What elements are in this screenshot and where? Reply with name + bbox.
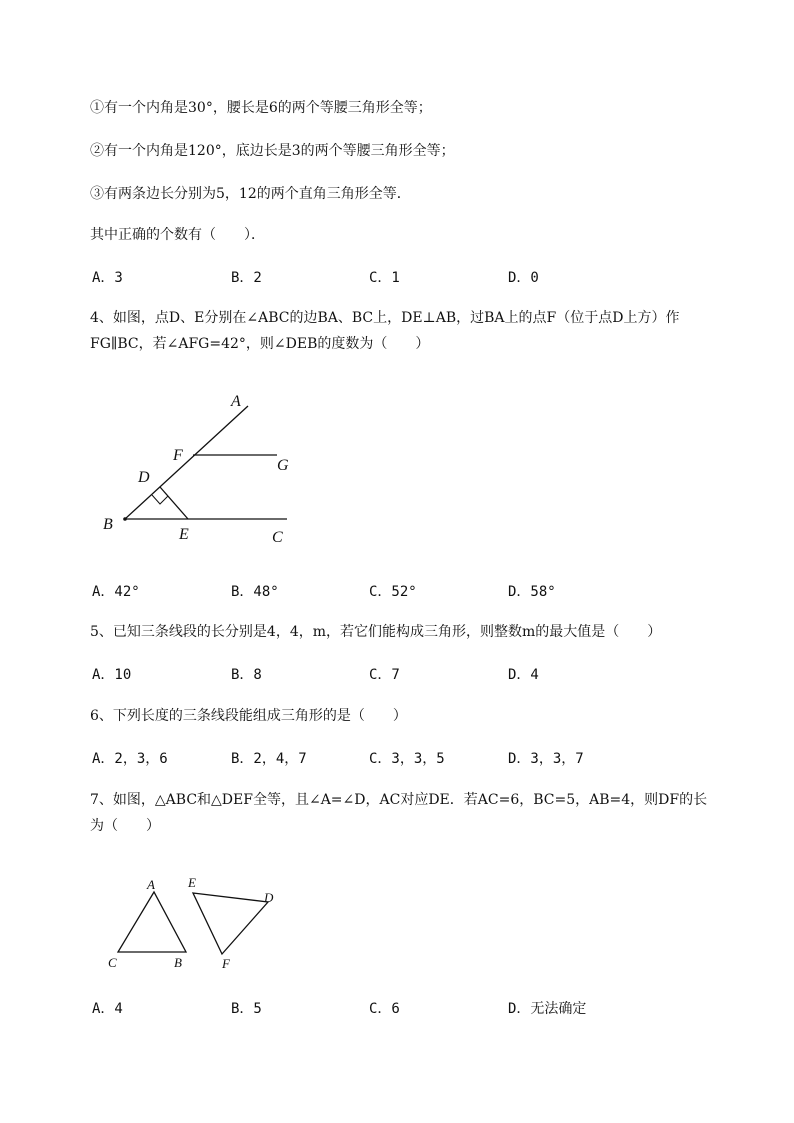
label-c: C	[272, 529, 283, 546]
q3-stem: 其中正确的个数有（ ）．	[90, 227, 265, 243]
q4-option-d: D．58°	[508, 584, 556, 600]
q6-stem: 6、下列长度的三条线段能组成三角形的是（ ）	[90, 708, 407, 724]
q5-option-a: A．10	[92, 667, 132, 683]
q4-option-c: C．52°	[369, 584, 417, 600]
q7-stem-line2: 为（ ）	[90, 818, 160, 834]
q6-option-d: D．3，3，7	[508, 751, 584, 767]
q5-option-b: B．8	[231, 667, 262, 683]
ray-ba	[125, 406, 248, 519]
right-angle-mark	[152, 495, 168, 504]
label-b: B	[174, 955, 182, 970]
triangle-def	[193, 893, 268, 954]
q3-option-b: B．2	[231, 270, 262, 286]
q3-option-d: D．0	[508, 270, 539, 286]
q7-option-a: A．4	[92, 1001, 123, 1017]
q4-figure	[95, 388, 305, 548]
q6-option-b: B．2，4，7	[231, 751, 307, 767]
q4-option-a: A．42°	[92, 584, 140, 600]
triangle-abc	[118, 892, 186, 952]
statement-1: ①有一个内角是30°，腰长是6的两个等腰三角形全等；	[90, 100, 432, 116]
q4-stem-line2: FG∥BC，若∠AFG=42°，则∠DEB的度数为（ ）	[90, 336, 430, 352]
q3-option-a: A．3	[92, 270, 123, 286]
q5-option-c: C．7	[369, 667, 400, 683]
q4-option-b: B．48°	[231, 584, 279, 600]
label-b: B	[103, 516, 113, 533]
segment-de	[160, 487, 188, 519]
q7-option-d: D．无法确定	[508, 1001, 587, 1017]
point-b	[123, 517, 127, 521]
label-a: A	[147, 877, 155, 892]
label-e: E	[188, 875, 196, 890]
label-g: G	[277, 457, 289, 474]
q5-stem: 5、已知三条线段的长分别是4，4，m，若它们能构成三角形，则整数m的最大值是（ ）	[90, 624, 662, 640]
label-f: F	[173, 447, 183, 464]
label-e: E	[179, 526, 189, 543]
q7-option-c: C．6	[369, 1001, 400, 1017]
q6-option-a: A．2，3，6	[92, 751, 168, 767]
q6-option-c: C．3，3，5	[369, 751, 445, 767]
label-c: C	[108, 955, 117, 970]
label-d: D	[138, 469, 150, 486]
q7-option-b: B．5	[231, 1001, 262, 1017]
q4-stem-line1: 4、如图，点D、E分别在∠ABC的边BA、BC上，DE⊥AB，过BA上的点F（位于点D上方）作	[90, 310, 680, 326]
label-a: A	[231, 393, 241, 410]
q7-figure	[100, 870, 290, 975]
statement-2: ②有一个内角是120°，底边长是3的两个等腰三角形全等；	[90, 143, 455, 159]
q5-option-d: D．4	[508, 667, 539, 683]
label-d: D	[264, 890, 274, 905]
q3-option-c: C．1	[369, 270, 400, 286]
label-f: F	[222, 956, 230, 971]
statement-3: ③有两条边长分别为5，12的两个直角三角形全等．	[90, 186, 411, 202]
q7-stem-line1: 7、如图，△ABC和△DEF全等，且∠A=∠D，AC对应DE．若AC=6，BC=5，AB=4，则DF的长	[90, 792, 708, 808]
